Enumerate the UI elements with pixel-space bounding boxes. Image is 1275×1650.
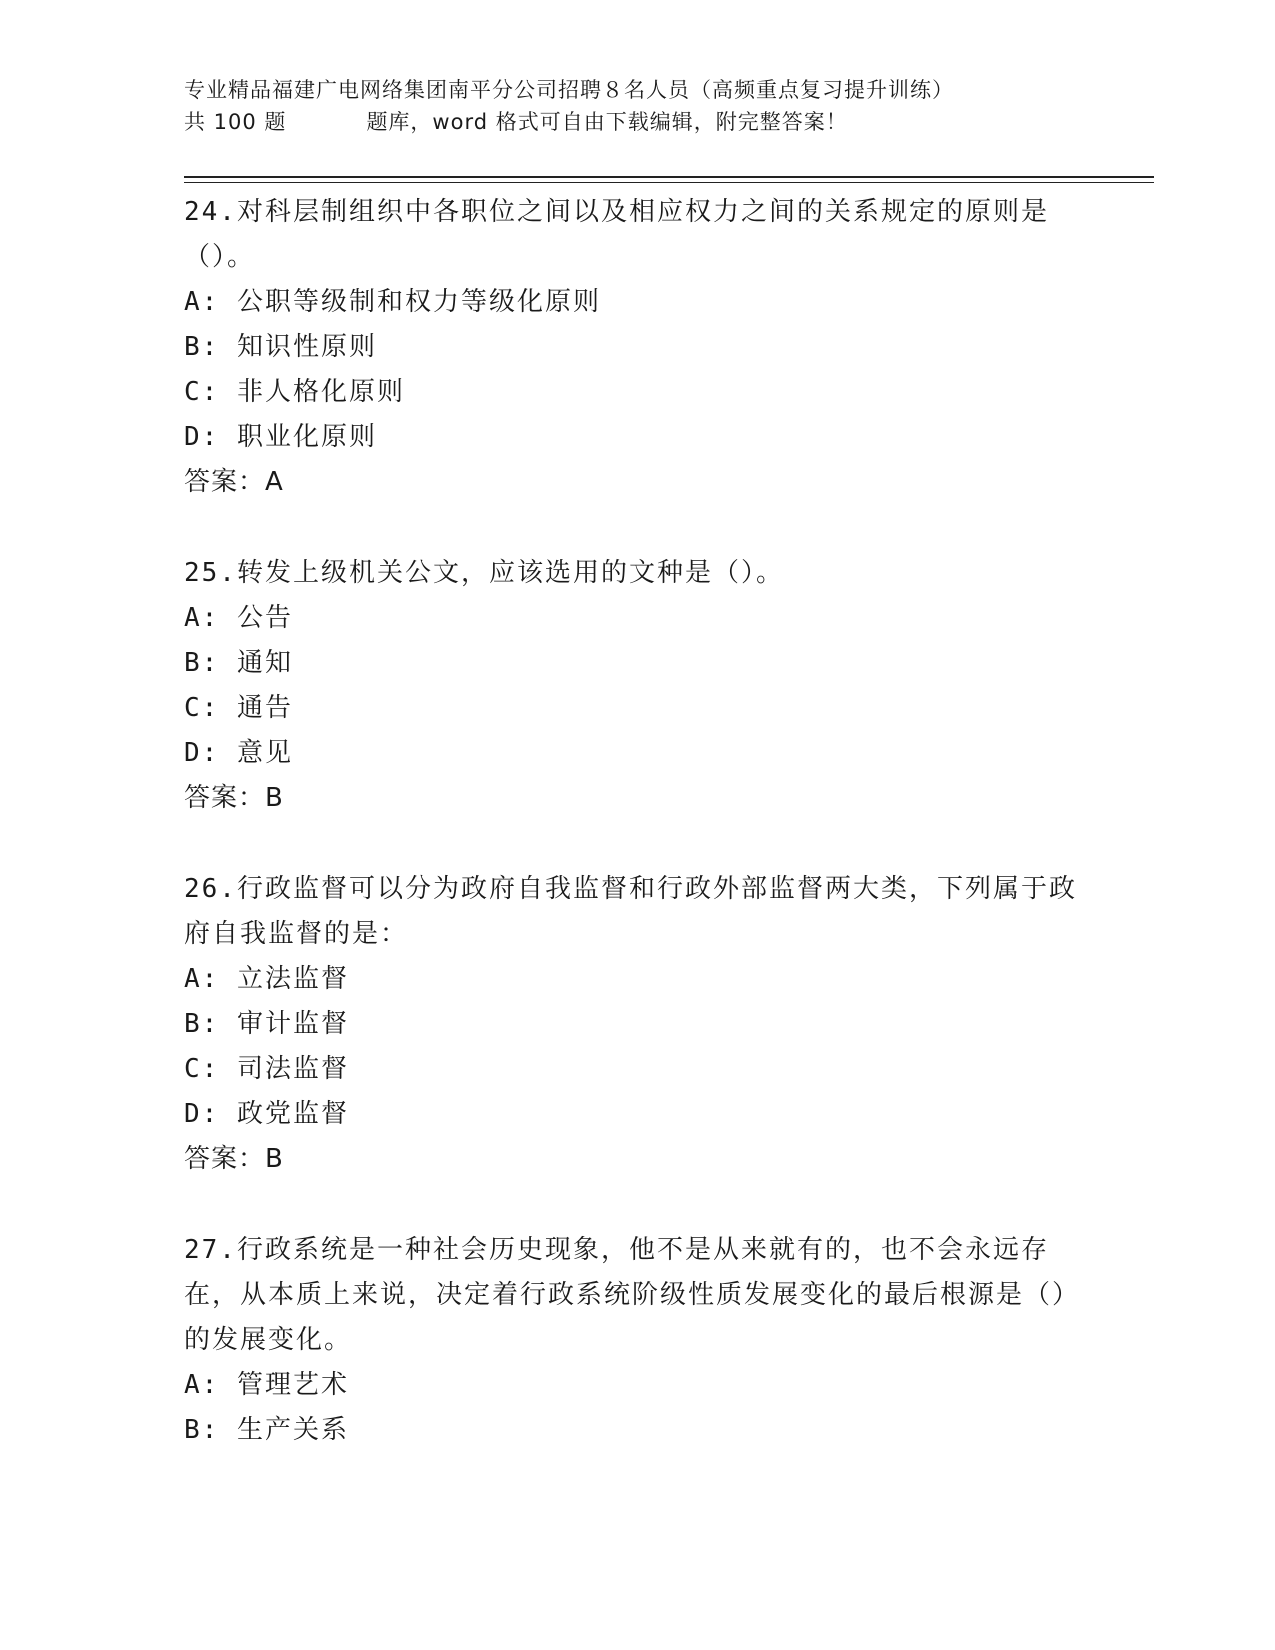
answer-line: 答案：A xyxy=(184,467,284,497)
option-a: A: 立法监督 xyxy=(184,964,349,994)
question-24 xyxy=(184,190,1084,505)
option-c: C: 通告 xyxy=(184,693,293,723)
option-c: C: 非人格化原则 xyxy=(184,377,405,407)
option-d: D: 政党监督 xyxy=(184,1099,349,1129)
answer-line: 答案：B xyxy=(184,783,284,813)
question-stem: 25.转发上级机关公文，应该选用的文种是（）。 xyxy=(184,558,784,588)
question-26 xyxy=(184,867,1084,1182)
option-b: B: 生产关系 xyxy=(184,1415,349,1445)
option-a: A: 管理艺术 xyxy=(184,1370,349,1400)
header-subtitle xyxy=(184,106,1104,138)
document-header xyxy=(184,74,1104,138)
question-27 xyxy=(184,1228,1084,1453)
option-c: C: 司法监督 xyxy=(184,1054,349,1084)
option-b: B: 知识性原则 xyxy=(184,332,377,362)
header-title: 专业精品福建广电网络集团南平分公司招聘８名人员（高频重点复习提升训练） xyxy=(184,78,954,102)
question-stem: 27.行政系统是一种社会历史现象，他不是从来就有的，也不会永远存在，从本质上来说，决定着行政系统阶级性质发展变化的最后根源是（）的发展变化。 xyxy=(184,1235,1081,1355)
option-d: D: 职业化原则 xyxy=(184,422,377,452)
header-description: 题库，word 格式可自由下载编辑，附完整答案！ xyxy=(366,110,848,134)
option-a: A: 公告 xyxy=(184,603,293,633)
question-stem: 26.行政监督可以分为政府自我监督和行政外部监督两大类，下列属于政府自我监督的是： xyxy=(184,874,1077,949)
option-b: B: 通知 xyxy=(184,648,293,678)
header-divider-thick xyxy=(184,176,1154,178)
question-25 xyxy=(184,551,1084,821)
answer-line: 答案：B xyxy=(184,1144,284,1174)
question-stem: 24.对科层制组织中各职位之间以及相应权力之间的关系规定的原则是（）。 xyxy=(184,197,1049,272)
option-a: A: 公职等级制和权力等级化原则 xyxy=(184,287,601,317)
header-divider-thin xyxy=(184,182,1154,183)
question-list xyxy=(184,190,1084,1499)
option-d: D: 意见 xyxy=(184,738,293,768)
header-question-count: 共 100 题 xyxy=(184,110,287,134)
option-b: B: 审计监督 xyxy=(184,1009,349,1039)
